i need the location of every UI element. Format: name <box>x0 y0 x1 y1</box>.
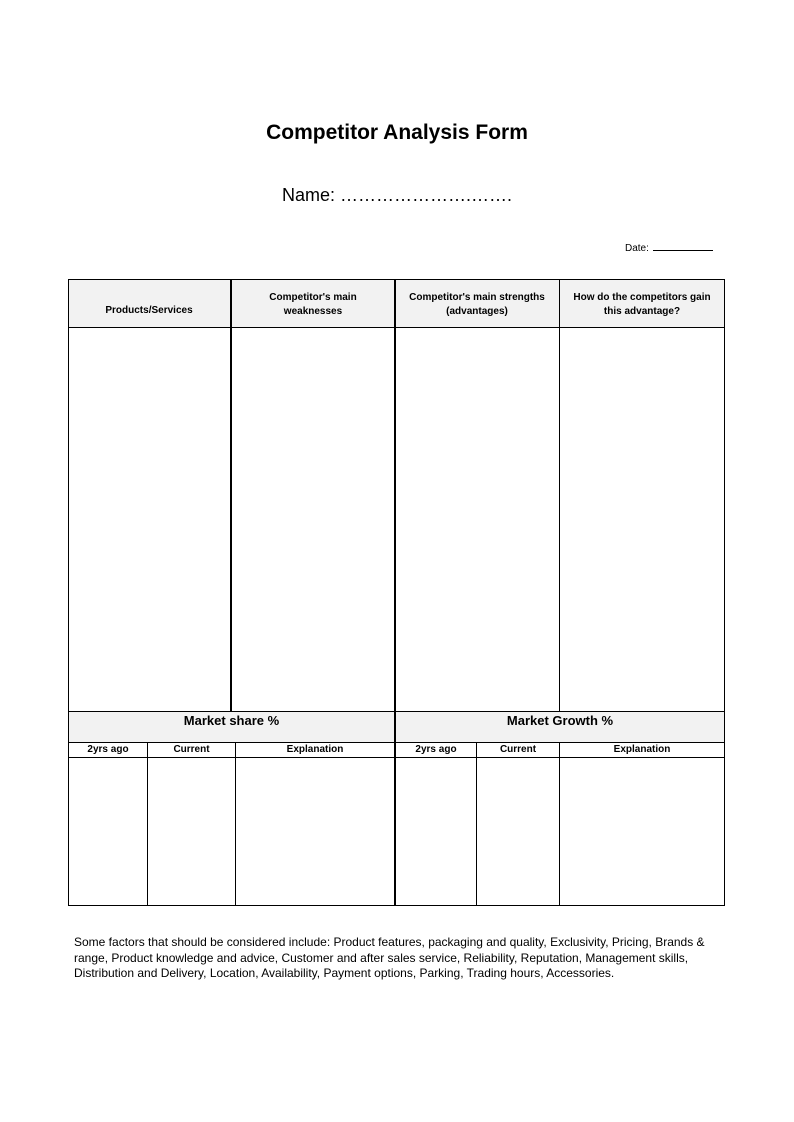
market-growth-explanation-cell[interactable] <box>560 758 724 905</box>
market-growth-current-header: Current <box>499 744 537 755</box>
header-gain-advantage: How do the competitors gain this advantage? <box>573 292 711 317</box>
date-label: Date: <box>625 243 649 254</box>
market-share-current-cell[interactable] <box>148 758 235 905</box>
market-share-explanation-cell[interactable] <box>236 758 394 905</box>
market-share-current-header: Current <box>173 744 210 755</box>
market-growth-2yrs-ago-cell[interactable] <box>396 758 476 905</box>
market-share-2yrs-ago-header: 2yrs ago <box>87 744 129 755</box>
date-blank[interactable] <box>653 250 713 251</box>
header-products-services: Products/Services <box>105 305 193 316</box>
market-growth-2yrs-ago-header: 2yrs ago <box>415 744 457 755</box>
market-growth-title: Market Growth % <box>506 713 614 728</box>
main-strengths-cell[interactable] <box>396 328 559 711</box>
market-share-2yrs-ago-cell[interactable] <box>69 758 147 905</box>
considerations-note: Some factors that should be considered include: Product features, packaging and quality, Exclusivity, Pricing, Brands & range, Product knowledge and advice, Customer and after sales service, Reliability, Reputation, Management skills, Distribution and Delivery, Location, Availability, Payment options, Parking, Trading hours, Accessories. <box>74 935 705 981</box>
table-border-right <box>724 279 725 906</box>
market-share-explanation-header: Explanation <box>286 744 344 755</box>
header-main-strengths: Competitor's main strengths (advantages) <box>409 292 545 317</box>
market-growth-explanation-header: Explanation <box>613 744 671 755</box>
table-border-bottom <box>68 905 725 906</box>
form-title: Competitor Analysis Form <box>266 121 528 144</box>
date-field[interactable] <box>625 243 713 254</box>
market-growth-current-cell[interactable] <box>477 758 559 905</box>
market-share-title: Market share % <box>183 713 280 728</box>
products-services-cell[interactable] <box>69 328 230 711</box>
gain-advantage-cell[interactable] <box>560 328 724 711</box>
header-main-weaknesses: Competitor's main weaknesses <box>269 292 357 317</box>
name-field[interactable]: Name: ………………….……. <box>281 185 513 205</box>
main-weaknesses-cell[interactable] <box>232 328 394 711</box>
